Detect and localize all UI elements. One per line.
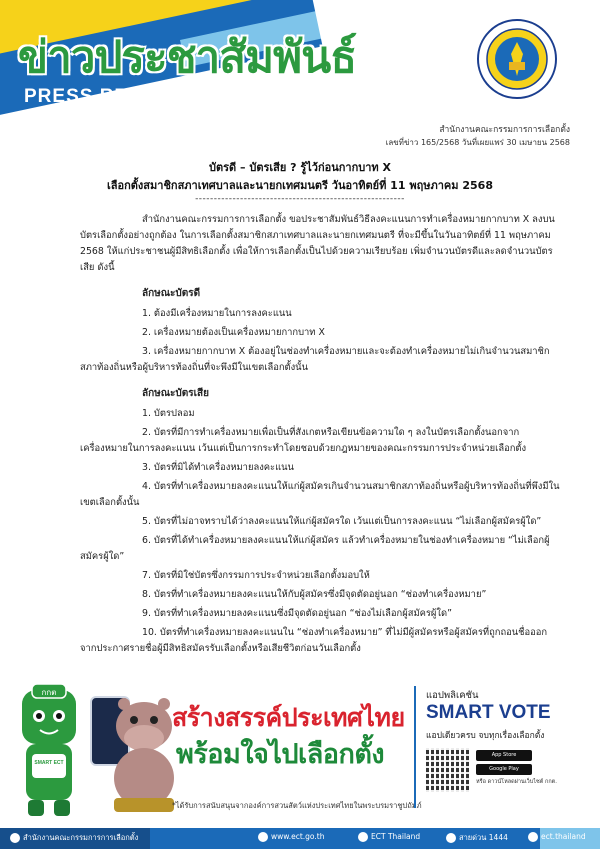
footer-website[interactable] [258, 832, 324, 842]
sponsor-note: *ได้รับการสนับสนุนจากองค์การสวนสัตว์แห่งประเทศไทยในพระบรมราชูปถัมภ์ [172, 801, 422, 810]
bad-ballot-title: ลักษณะบัตรเสีย [142, 388, 210, 399]
good-ballot-title: ลักษณะบัตรดี [142, 288, 201, 299]
good-ballot-item: 1. ต้องมีเครื่องหมายในการลงคะแนน [142, 308, 292, 319]
bad-ballot-item: 4. บัตรที่ทำเครื่องหมายลงคะแนนให้แก่ผู้สมัครเกินจำนวนสมาชิกสภาท้องถิ่นหรือผู้บริหารท้องถิ่นที่พึงมีในเขตเลือกตั้งนั้น [80, 481, 560, 508]
footer-hotline-text: สายด่วน 1444 [459, 833, 508, 842]
bad-ballot-item: 3. บัตรที่มิได้ทำเครื่องหมายลงคะแนน [142, 462, 294, 473]
line-app-icon [528, 832, 538, 842]
ect-emblem-icon [476, 18, 558, 100]
campaign-banner [0, 678, 600, 828]
ect-small-icon [10, 833, 20, 843]
header-banner [0, 0, 600, 128]
ect-mascot-icon [8, 684, 90, 820]
footer-org-text: สำนักงานคณะกรรมการการเลือกตั้ง [23, 833, 139, 842]
qr-code-overlay [426, 748, 470, 792]
app-name: SMART VOTE [426, 702, 551, 723]
headline-line-2: เลือกตั้งสมาชิกสภาเทศบาลและนายกเทศมนตรี วันอาทิตย์ที่ 11 พฤษภาคม 2568 [107, 179, 493, 192]
app-tagline: แอปเดียวครบ จบทุกเรื่องเลือกตั้ง [426, 731, 545, 741]
app-store-badge[interactable]: App Store [476, 750, 532, 761]
facebook-icon [358, 832, 368, 842]
bad-ballot-item: 1. บัตรปลอม [142, 408, 195, 419]
globe-icon [258, 832, 268, 842]
agency-name: สำนักงานคณะกรรมการการเลือกตั้ง [439, 125, 570, 135]
divider: -------------------------------------------------------- [195, 194, 405, 204]
good-ballot-item: 3. เครื่องหมายกากบาท X ต้องอยู่ในช่องทำเครื่องหมายและจะต้องทำเครื่องหมายไม่เกินจำนวนสมาชิกสภาท้องถิ่นหรือผู้บริหารท้องถิ่นที่จะพึงมีในเขตเลือกตั้งนั้น [80, 346, 550, 373]
press-body [80, 212, 562, 657]
smart-vote-promo [414, 686, 592, 808]
bad-ballot-item: 5. บัตรที่ไม่อาจทราบได้ว่าลงคะแนนให้แก่ผู้สมัครใด เว้นแต่เป็นการลงคะแนน “ไม่เลือกผู้สมัครผู้ใด” [142, 516, 542, 527]
phone-call-icon [446, 833, 456, 843]
intro-paragraph: สำนักงานคณะกรรมการการเลือกตั้ง ขอประชาสัมพันธ์วิธีลงคะแนนการทำเครื่องหมายกากบาท X ลงบนบัตรเลือกตั้งอย่างถูกต้อง ในการเลือกตั้งสมาชิกสภาเทศบาลและนายกเทศมนตรี ที่จะมีขึ้นในวันอาทิตย์ที่ 11 พฤษภาคม 2568 ให้แก่ประชาชนผู้มีสิทธิเลือกตั้ง เพื่อให้การเลือกตั้งเป็นไปด้วยความเรียบร้อย เพิ่มจำนวนบัตรดีและลดจำนวนบัตรเสีย ดังนี้ [80, 214, 555, 273]
header-title-english: PRESS RELEASE [24, 86, 197, 107]
footer-line[interactable] [528, 832, 586, 842]
bad-ballot-item: 7. บัตรที่มิใช่บัตรซึ่งกรรมการประจำหน่วยเลือกตั้งมอบให้ [142, 570, 370, 581]
document-number: เลขที่ข่าว 165/2568 วันที่เผยแพร่ 30 เมษายน 2568 [385, 138, 570, 147]
app-download-note: หรือ ดาวน์โหลดผ่านเว็บไซต์ กกต. [476, 779, 557, 785]
slogan-line-2: พร้อมใจไปเลือกตั้ง [176, 739, 385, 770]
footer-line-text: ect.thailand [541, 832, 586, 841]
headline-line-1: บัตรดี – บัตรเสีย ? รู้ไว้ก่อนกากบาท X [209, 161, 391, 174]
footer-web-text: www.ect.go.th [271, 832, 325, 841]
bad-ballot-item: 9. บัตรที่ทำเครื่องหมายลงคะแนนซึ่งมีจุดตัดอยู่นอก “ช่องไม่เลือกผู้สมัครผู้ใด” [142, 608, 452, 619]
bad-ballot-item: 2. บัตรที่มีการทำเครื่องหมายเพื่อเป็นที่สังเกตหรือเขียนข้อความใด ๆ ลงในบัตรเลือกตั้งนอกจากเครื่องหมายในการลงคะแนน เว้นแต่เป็นการกระทำโดยชอบด้วยกฎหมายของคณะกรรมการประจำหน่วยเลือกตั้ง [80, 427, 527, 454]
footer-bar [0, 828, 600, 849]
google-play-badge[interactable]: Google Play [476, 764, 532, 775]
bad-ballot-item: 10. บัตรที่ทำเครื่องหมายลงคะแนนใน “ช่องทำเครื่องหมาย” ที่ไม่มีผู้สมัครหรือผู้สมัครที่ถูกถอนชื่อออกจากประกาศรายชื่อผู้มีสิทธิสมัครรับเลือกตั้งหรือเสียชีวิตก่อนวันเลือกตั้ง [80, 627, 548, 654]
footer-org [10, 832, 138, 844]
good-ballot-item: 2. เครื่องหมายต้องเป็นเครื่องหมายกากบาท X [142, 327, 325, 338]
mascot-badge-text: กกต [41, 688, 57, 697]
footer-facebook-text: ECT Thailand [371, 832, 421, 841]
footer-facebook[interactable] [358, 832, 420, 842]
app-label: แอปพลิเคชัน [426, 690, 479, 701]
bad-ballot-item: 6. บัตรที่ได้ทำเครื่องหมายลงคะแนนให้แก่ผู้สมัคร แล้วทำเครื่องหมายในช่องทำเครื่องหมาย “ไม่เลือกผู้สมัครผู้ใด” [80, 535, 550, 562]
mascot-label: SMART ECT [34, 760, 64, 766]
header-title-thai: ข่าวประชาสัมพันธ์ [18, 32, 357, 83]
footer-hotline[interactable] [446, 832, 508, 844]
slogan-line-1: สร้างสรรค์ประเทศไทย [172, 703, 405, 732]
bad-ballot-item: 8. บัตรที่ทำเครื่องหมายลงคะแนนให้กับผู้สมัครซึ่งมีจุดตัดอยู่นอก “ช่องทำเครื่องหมาย” [142, 589, 487, 600]
